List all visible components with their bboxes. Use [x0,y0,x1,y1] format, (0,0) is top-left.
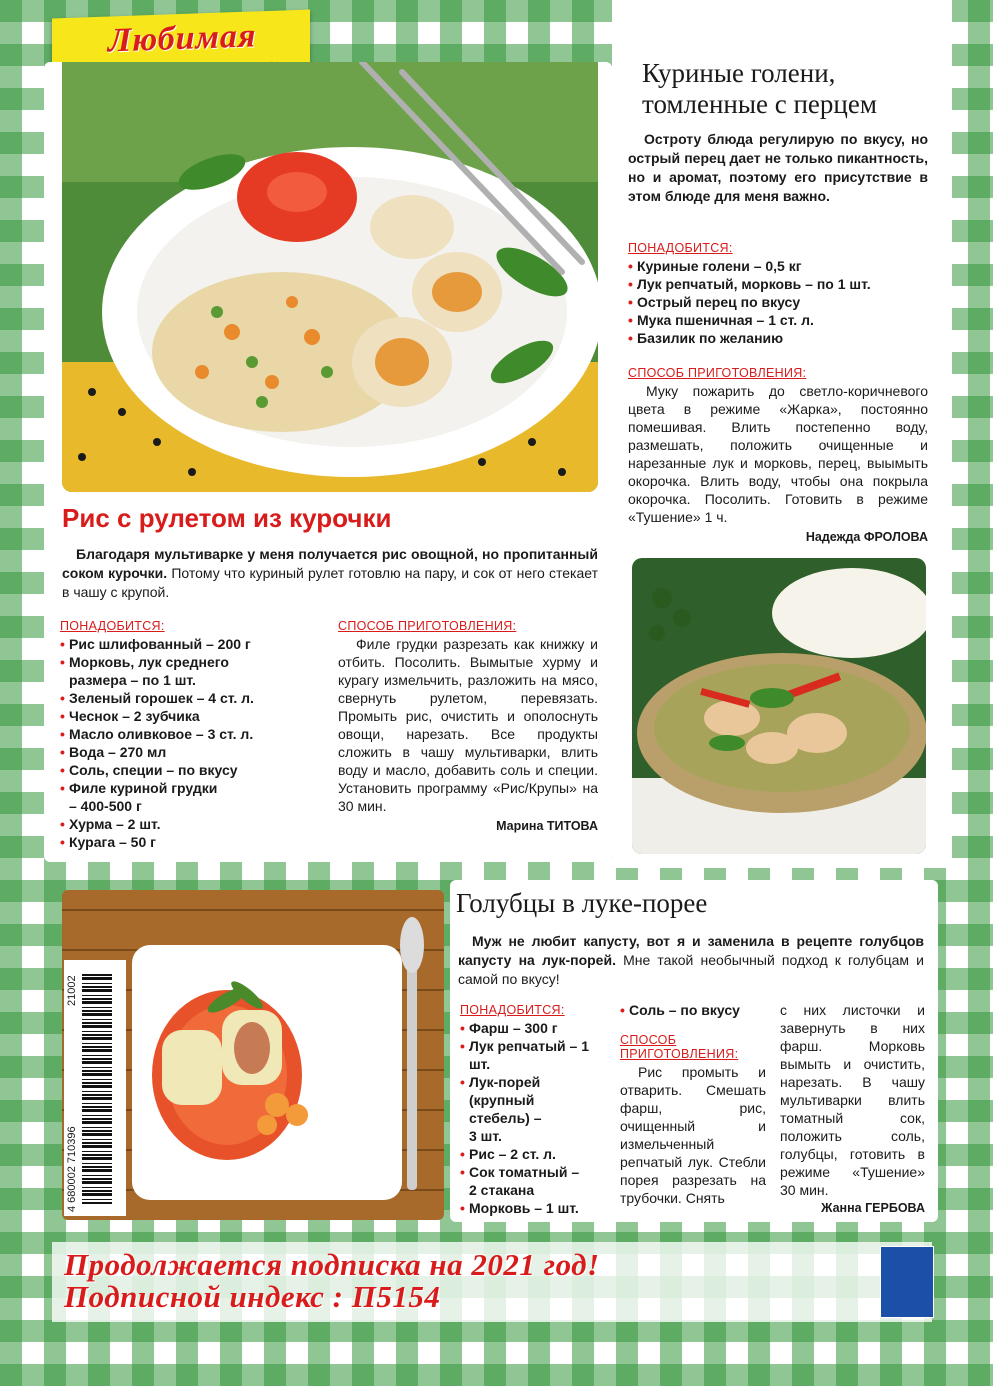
author-last-name: ГЕРБОВА [865,1201,925,1215]
recipe1-title: Рис с рулетом из курочки [62,503,392,533]
rice-plate-illustration [62,62,598,492]
recipe3-method-label-1: СПОСОБ [620,1033,677,1047]
ingredient-item: • Фарш – 300 г [460,1019,610,1037]
ingredient-item: • Рис шлифованный – 200 г [60,635,330,653]
recipe3-method-text-1: Рис промыть и отварить. Смешать фарш, рис, очищенный и измельченный репчатый лук. Стебли порея разрезать на трубочки. Снять [620,1064,766,1206]
recipe3-method-col1 [620,1001,766,1207]
ingredient-item: • Мука пшеничная – 1 ст. л. [628,311,928,329]
recipe2-method [628,366,928,544]
recipe2-author [628,530,928,544]
recipe3-method-label-2: ПРИГОТОВЛЕНИЯ: [620,1047,739,1061]
barcode [64,960,126,1216]
ingredient-item: • Лук репчатый – 1 шт. [460,1037,589,1073]
rice-chicken-photo [62,62,598,492]
ingredient-item: • Базилик по желанию [628,329,928,347]
author-first-name: Марина [496,819,544,833]
logo-line1: Любимая [108,17,257,60]
recipe3-ingredients [460,1003,610,1217]
recipe1-method [338,619,598,833]
recipe2-ingredients [628,241,928,347]
recipe3-lead-bold: Муж не любит капусту, вот я и заменила в рецепте голубцов капусту на лук-порей. [458,933,924,968]
ingredient-item: • Хурма – 2 шт. [60,815,330,833]
ingredient-item: • Куриные голени – 0,5 кг [628,257,928,275]
recipe3-method-text-2: с них листочки и завернуть в них фарш. Морковь вымыть и очистить, нарезать. В чашу мультиварки влить томатный сок, положить соль, голубцы, готовить в режиме «Тушение» 30 мин. [780,1002,925,1198]
barcode-bars [82,972,112,1204]
promo-line1: Продолжается подписка на 2021 год! [64,1247,600,1282]
recipe1-ingredients [60,619,330,851]
ingredient-item: • Лук репчатый, морковь – по 1 шт. [628,275,928,293]
recipe1-lead-regular: Потому что куриный рулет готовлю на пару, и сок от него стекает в чашу с крупой. [62,565,599,600]
recipe3-title: Голубцы в луке-порее [456,888,708,918]
recipe1-method-text: Филе грудки разрезать как книжку и отбить. Посолить. Вымытые хурму и курагу измельчить, разложить на мясо, свернуть рулетом, перевязать. Промыть рис, очистить и ополоснуть овощи, нарезать. Все продукты сложить в чашу мультиварки, влить воду и масло, добавить соль и специи. Установить программу «Рис/Крупы» на 30 мин. [338,636,598,814]
recipe2-lead-bold: Остроту блюда регулирую по вкусу, но острый перец дает не только пикантность, но и аромат, поэтому его присутствие в этом блюде для меня важно. [628,131,928,204]
recipe3-lead-regular: Мне такой необычный подход к голубцам и самой по вкусу! [458,952,924,987]
recipe1-lead-bold: Благодаря мультиварке у меня получается рис овощной, но пропитанный соком курочки. [62,546,598,581]
ingredient-item: • Рис – 2 ст. л. [460,1145,610,1163]
ingredient-item: • Острый перец по вкусу [628,293,928,311]
recipe2-title-line1: Куриные голени, [642,58,836,88]
ingredient-item: • Курага – 50 г [60,833,330,851]
promo-line2: Подписной индекс : П5154 [64,1279,441,1314]
author-first-name: Жанна [821,1201,862,1215]
recipe2-lead [628,130,928,206]
barcode-number: 4 680002 710396 [66,1126,78,1212]
ingredient-item: • Соль – по вкусу [620,1001,766,1019]
author-last-name: ФРОЛОВА [863,530,928,544]
recipe2-method-text: Муку пожарить до светло-коричневого цвета в режиме «Жарка», постоянно помешивая. Влить постепенно воду, размешать, положить очищенные и нарезанные лук и морковь, перец, выымыть окорочка. Влить воду, чтобы она покрыла окорочка. Посолить. Готовить в режиме «Тушение» 1 ч. [628,383,928,525]
recipe3-author [780,1201,925,1215]
recipe2-title [642,58,877,120]
recipe2-title-line2: томленные с перцем [642,89,877,119]
barcode-issue: 21002 [66,975,78,1006]
ingredient-item: • Сок томатный – 2 стакана [460,1163,589,1199]
recipe1-lead [62,545,598,602]
author-first-name: Надежда [805,530,861,544]
ingredient-item: • Морковь, лук среднего размера – по 1 шт. [60,653,259,689]
recipe1-method-label: СПОСОБ ПРИГОТОВЛЕНИЯ: [338,619,517,633]
subscription-catalog-thumbnail [880,1246,934,1318]
recipe3-ingredients-label: ПОНАДОБИТСЯ: [460,1003,565,1017]
recipe3-method-label [620,1033,766,1061]
recipe3-method-col2 [780,1001,925,1215]
ingredient-item: • Филе куриной грудки – 400-500 г [60,779,229,815]
ingredient-item: • Зеленый горошек – 4 ст. л. [60,689,330,707]
chicken-pan-photo [632,558,926,854]
ingredient-item: • Морковь – 1 шт. [460,1199,610,1217]
chicken-pan-illustration [632,558,926,854]
recipe3-lead [458,932,924,989]
recipe2-ingredients-label: ПОНАДОБИТСЯ: [628,241,733,255]
recipe2-method-label: СПОСОБ ПРИГОТОВЛЕНИЯ: [628,366,807,380]
ingredient-item: • Вода – 270 мл [60,743,330,761]
ingredient-item: • Масло оливковое – 3 ст. л. [60,725,330,743]
author-last-name: ТИТОВА [546,819,598,833]
ingredient-item: • Лук-порей (крупный стебель) – 3 шт. [460,1073,549,1145]
recipe1-author [338,819,598,833]
recipe1-ingredients-label: ПОНАДОБИТСЯ: [60,619,165,633]
ingredient-item: • Соль, специи – по вкусу [60,761,330,779]
ingredient-item: • Чеснок – 2 зубчика [60,707,330,725]
